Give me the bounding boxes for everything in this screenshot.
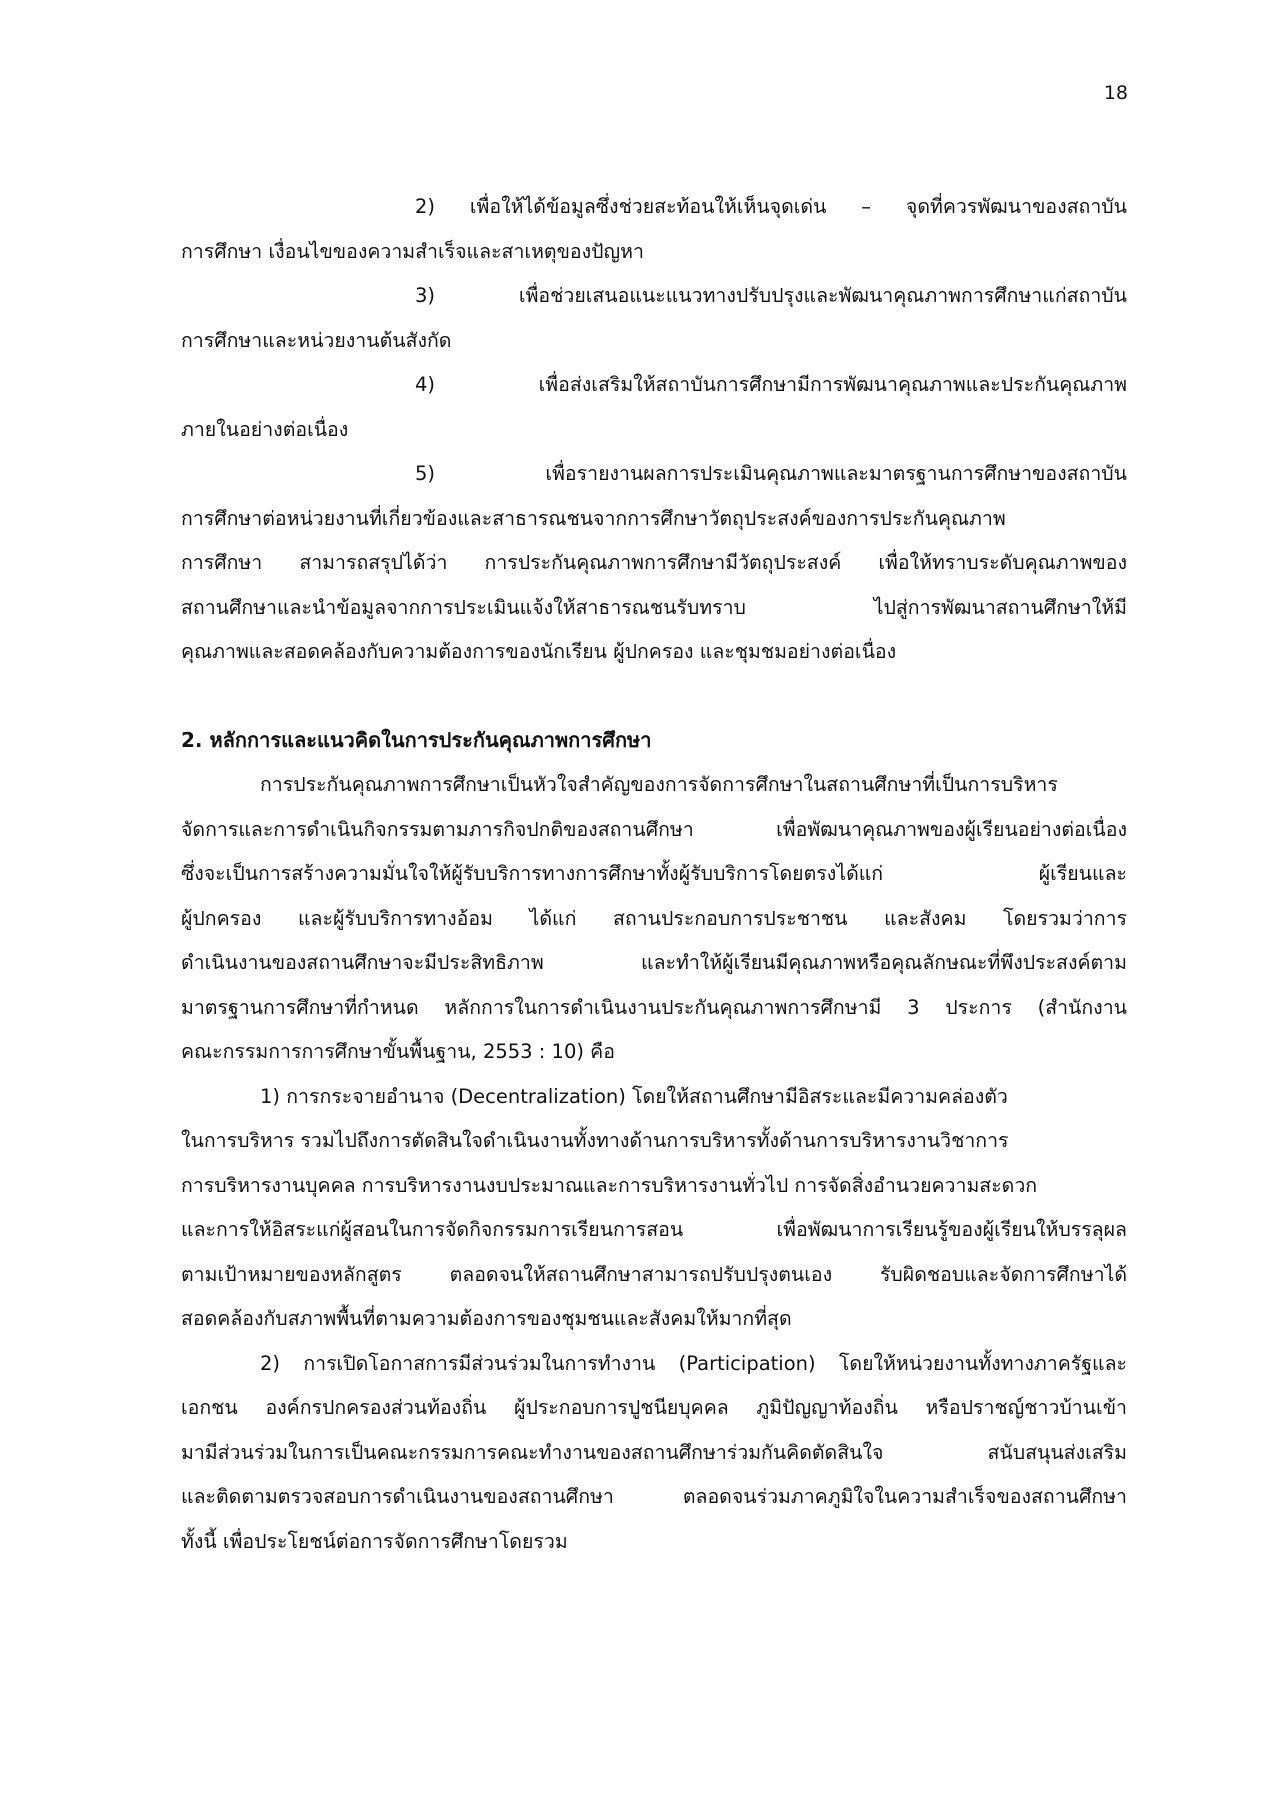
principle-2-line: เอกชน องค์กรปกครองส่วนท้องถิ่น ผู้ประกอบการปูชนียบุคคล ภูมิปัญญาท้องถิ่น หรือปราชญ์ชาวบ้านเข้า (181, 1396, 1127, 1419)
objective-5-line: การศึกษาต่อหน่วยงานที่เกี่ยวข้องและสาธารณชนจากการศึกษาวัตถุประสงค์ของการประกันคุณภาพ (181, 506, 1006, 530)
principle-1-line: ในการบริหาร รวมไปถึงการตัดสินใจดำเนินงานทั้งทางด้านการบริหารทั้งด้านการบริหารงานวิชาการ (181, 1129, 1009, 1152)
section-heading: 2. หลักการและแนวคิดในการประกันคุณภาพการศึกษา (181, 728, 652, 752)
objective-2-line: การศึกษา เงื่อนไขของความสำเร็จและสาเหตุของปัญหา (181, 239, 644, 263)
paragraph-line: คณะกรรมการการศึกษาขั้นพื้นฐาน, 2553 : 10) คือ (181, 1040, 615, 1063)
objective-3-line: 3) เพื่อช่วยเสนอแนะแนวทางปรับปรุงและพัฒนาคุณภาพการศึกษาแก่สถาบัน (415, 284, 1127, 307)
paragraph-line: มาตรฐานการศึกษาที่กำหนด หลักการในการดำเนินงานประกันคุณภาพการศึกษามี 3 ประการ (สำนักงาน (181, 995, 1127, 1019)
objective-3-line: การศึกษาและหน่วยงานต้นสังกัด (181, 328, 452, 352)
objective-5-line: คุณภาพและสอดคล้องกับความต้องการของนักเรียน ผู้ปกครอง และชุมชมอย่างต่อเนื่อง (181, 640, 897, 663)
principle-1-line: การบริหารงานบุคคล การบริหารงานงบประมาณและการบริหารงานทั่วไป การจัดสิ่งอำนวยความสะดวก (181, 1173, 1038, 1197)
paragraph-line: จัดการและการดำเนินกิจกรรมตามภารกิจปกติของสถานศึกษา เพื่อพัฒนาคุณภาพของผู้เรียนอย่างต่อเนื่อง (181, 817, 1127, 841)
objective-4-line: ภายในอย่างต่อเนื่อง (181, 417, 349, 441)
paragraph-line: ผู้ปกครอง และผู้รับบริการทางอ้อม ได้แก่ สถานประกอบการประชาชน และสังคม โดยรวมว่าการ (181, 906, 1127, 930)
objective-5-line: การศึกษา สามารถสรุปได้ว่า การประกันคุณภาพการศึกษามีวัตถุประสงค์ เพื่อให้ทราบระดับคุณภาพของ (181, 551, 1127, 574)
principle-1-line: สอดคล้องกับสภาพพื้นที่ตามความต้องการของชุมชนและสังคมให้มากที่สุด (181, 1307, 792, 1330)
objective-2-line: 2) เพื่อให้ได้ข้อมูลซึ่งช่วยสะท้อนให้เห็นจุดเด่น – จุดที่ควรพัฒนาของสถาบัน (415, 195, 1127, 218)
principle-1-line: ตามเป้าหมายของหลักสูตร ตลอดจนให้สถานศึกษาสามารถปรับปรุงตนเอง รับผิดชอบและจัดการศึกษาได้ (181, 1262, 1127, 1286)
principle-1-line: และการให้อิสระแก่ผู้สอนในการจัดกิจกรรมการเรียนการสอน เพื่อพัฒนาการเรียนรู้ของผู้เรียนให้บรรลุผล (181, 1218, 1127, 1241)
paragraph-line: ดำเนินงานของสถานศึกษาจะมีประสิทธิภาพ และทำให้ผู้เรียนมีคุณภาพหรือคุณลักษณะที่พึงประสงค์ตาม (181, 951, 1127, 974)
paragraph-line: การประกันคุณภาพการศึกษาเป็นหัวใจสำคัญของการจัดการศึกษาในสถานศึกษาที่เป็นการบริหาร (260, 773, 1058, 796)
principle-2-line: ทั้งนี้ เพื่อประโยชน์ต่อการจัดการศึกษาโดยรวม (181, 1529, 568, 1553)
objective-5-line: สถานศึกษาและนำข้อมูลจากการประเมินแจ้งให้สาธารณชนรับทราบ ไปสู่การพัฒนาสถานศึกษาให้มี (181, 595, 1127, 619)
principle-2-line: มามีส่วนร่วมในการเป็นคณะกรรมการคณะทำงานของสถานศึกษาร่วมกันคิดตัดสินใจ สนับสนุนส่งเสริม (181, 1440, 1127, 1464)
principle-1-line: 1) การกระจายอำนาจ (Decentralization) โดยให้สถานศึกษามีอิสระและมีความคล่องตัว (260, 1084, 1008, 1108)
objectives-list (181, 185, 1127, 675)
paragraph-line: ซึ่งจะเป็นการสร้างความมั่นใจให้ผู้รับบริการทางการศึกษาทั้งผู้รับบริการโดยตรงได้แก่ ผู้เรียนและ (181, 862, 1127, 885)
principle-2-line: 2) การเปิดโอกาสการมีส่วนร่วมในการทำงาน (Participation) โดยให้หน่วยงานทั้งทางภาครัฐและ (260, 1351, 1127, 1375)
objective-5-line: 5) เพื่อรายงานผลการประเมินคุณภาพและมาตรฐานการศึกษาของสถาบัน (415, 462, 1127, 485)
page-number: 18 (1103, 82, 1128, 104)
objective-4-line: 4) เพื่อส่งเสริมให้สถาบันการศึกษามีการพัฒนาคุณภาพและประกันคุณภาพ (415, 373, 1127, 396)
section-body (181, 763, 1127, 1564)
principle-2-line: และติดตามตรวจสอบการดำเนินงานของสถานศึกษา ตลอดจนร่วมภาคภูมิใจในความสำเร็จของสถานศึกษา (181, 1485, 1127, 1508)
